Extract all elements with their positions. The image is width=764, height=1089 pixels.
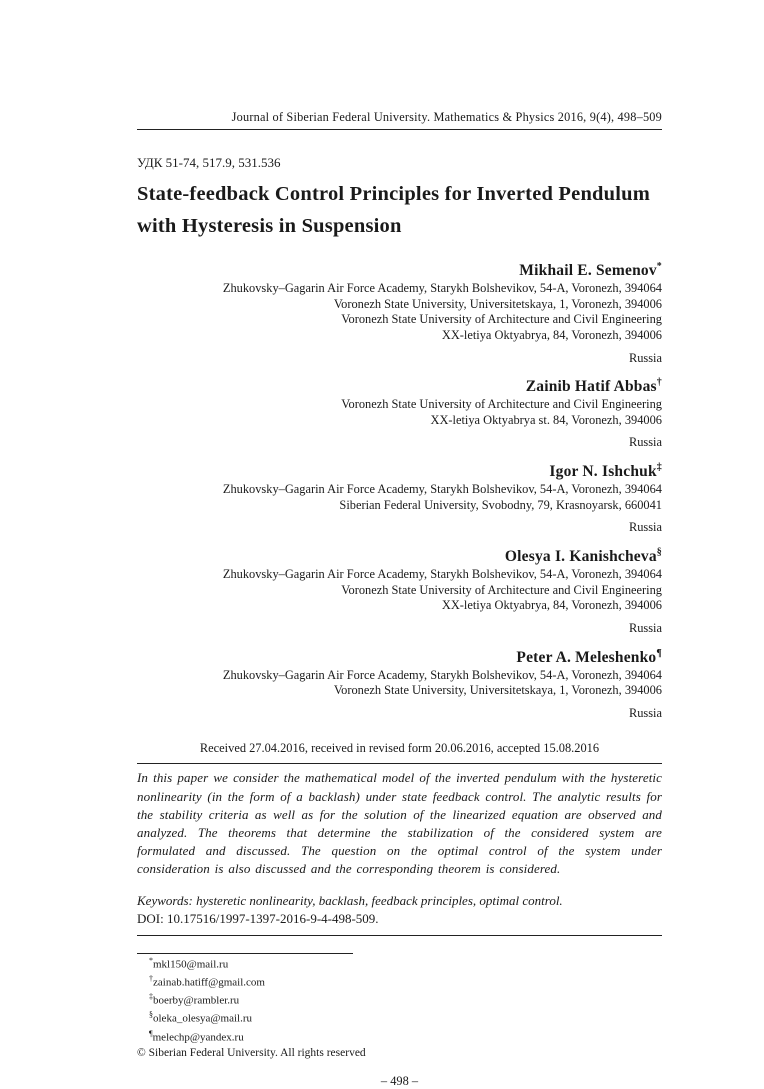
footnote-email: §oleka_olesya@mail.ru — [149, 1010, 253, 1026]
author-marker: * — [656, 261, 662, 272]
author-affiliation: Voronezh State University, Universitetskaya, 1, Voronezh, 394006 — [333, 296, 662, 311]
journal-header: Journal of Siberian Federal University. Mathematics & Physics 2016, 9(4), 498–509 — [231, 110, 662, 124]
keywords-label: Keywords: — [137, 892, 193, 908]
author-block-semenov — [137, 257, 662, 366]
doi-label: DOI: — [137, 910, 164, 926]
author-name: Zainib Hatif Abbas† — [525, 377, 662, 396]
udc-line: УДК 51-74, 517.9, 531.536 — [137, 155, 281, 170]
author-name: Mikhail E. Semenov* — [519, 261, 662, 280]
author-country: Russia — [628, 705, 662, 720]
keywords-values: hysteretic nonlinearity, backlash, feedback principles, optimal control. — [196, 892, 563, 908]
doi-line — [137, 910, 662, 928]
author-affiliation: XX-letiya Oktyabrya, 84, Voronezh, 394006 — [441, 327, 662, 342]
authors-section — [137, 257, 662, 721]
author-name: Igor N. Ishchuk‡ — [549, 462, 662, 481]
author-affiliation: Voronezh State University of Architecture and Civil Engineering — [341, 312, 662, 327]
received-dates: Received 27.04.2016, received in revised form 20.06.2016, accepted 15.08.2016 — [199, 741, 600, 756]
paper-title — [137, 178, 662, 242]
footnote-email: †zainab.hatiff@gmail.com — [149, 973, 265, 989]
author-affiliation: Voronezh State University, Universitetskaya, 1, Voronezh, 394006 — [333, 683, 662, 698]
author-block-ishchuk — [137, 458, 662, 536]
author-affiliation: Voronezh State University of Architecture and Civil Engineering — [341, 397, 662, 412]
abstract-bottom-rule — [137, 935, 662, 936]
copyright-line: © Siberian Federal University. All rights reserved — [137, 1046, 366, 1059]
author-marker: † — [656, 377, 662, 389]
footnote-email: ‡boerby@rambler.ru — [149, 992, 240, 1007]
author-marker: § — [656, 547, 662, 558]
author-country: Russia — [628, 520, 662, 535]
paper-title-line2: with Hysteresis in Suspension — [137, 215, 402, 237]
page-number: – 498 – — [380, 1073, 419, 1088]
abstract-top-rule — [137, 763, 662, 764]
header-rule — [137, 129, 662, 130]
author-affiliation: Zhukovsky–Gagarin Air Force Academy, Starykh Bolshevikov, 54-A, Voronezh, 394064 — [222, 482, 662, 497]
author-block-kanishcheva — [137, 543, 662, 637]
author-affiliation: Siberian Federal University, Svobodny, 79, Krasnoyarsk, 660041 — [339, 497, 662, 512]
author-affiliation: Zhukovsky–Gagarin Air Force Academy, Starykh Bolshevikov, 54-A, Voronezh, 394064 — [222, 281, 662, 296]
page-content — [137, 0, 662, 1089]
author-affiliation: XX-letiya Oktyabrya st. 84, Voronezh, 394006 — [430, 412, 662, 427]
author-country: Russia — [628, 435, 662, 450]
author-affiliation: Zhukovsky–Gagarin Air Force Academy, Starykh Bolshevikov, 54-A, Voronezh, 394064 — [222, 667, 662, 682]
abstract-text: In this paper we consider the mathematical model of the inverted pendulum with the hysteretic nonlinearity (in the form of a backlash) under state feedback control. The analytic results for the stability criteria as well as for the solution of the linearized equation are observed and analyzed. The theorems that determine the stabilization of the considered system are formulated and discussed. The question on the optimal control of the system under consideration is also discussed and the corresponding theorem is considered. — [137, 770, 662, 877]
author-affiliation: XX-letiya Oktyabrya, 84, Voronezh, 394006 — [441, 598, 662, 613]
footnote-email: *mkl150@mail.ru — [149, 955, 229, 971]
paper-title-line1: State-feedback Control Principles for Inverted Pendulum — [137, 183, 651, 205]
author-name: Olesya I. Kanishcheva§ — [504, 547, 662, 566]
author-country: Russia — [628, 620, 662, 635]
footnotes-section — [137, 953, 662, 1060]
author-marker: ¶ — [656, 647, 662, 659]
author-marker: ‡ — [656, 462, 662, 474]
footnote-email: ¶melechp@yandex.ru — [149, 1028, 244, 1044]
author-block-abbas — [137, 373, 662, 451]
author-affiliation: Voronezh State University of Architecture and Civil Engineering — [341, 582, 662, 597]
keywords-line — [137, 892, 662, 910]
author-name: Peter A. Meleshenko¶ — [516, 647, 662, 666]
author-block-meleshenko — [137, 644, 662, 722]
author-affiliation: Zhukovsky–Gagarin Air Force Academy, Starykh Bolshevikov, 54-A, Voronezh, 394064 — [222, 567, 662, 582]
author-country: Russia — [628, 350, 662, 365]
doi-value: 10.17516/1997-1397-2016-9-4-498-509. — [166, 910, 379, 926]
